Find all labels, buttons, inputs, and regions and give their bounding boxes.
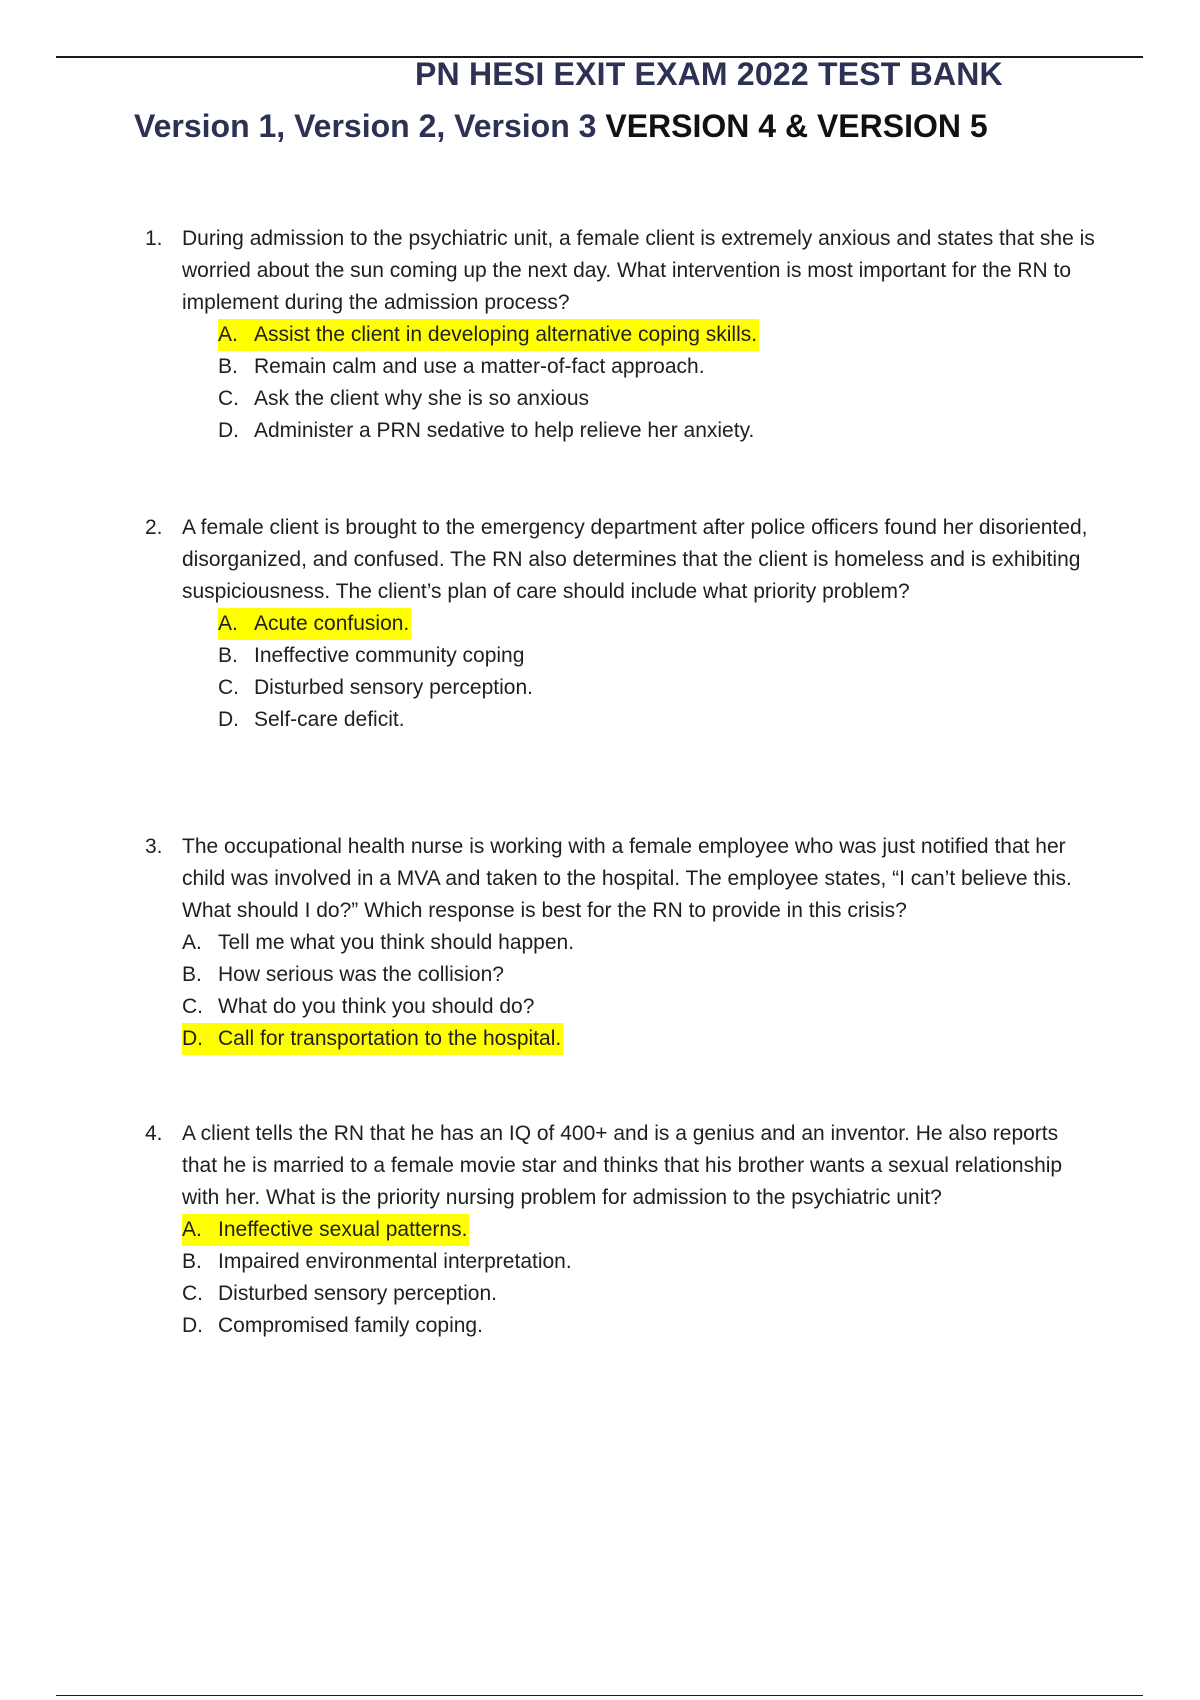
- question-text: During admission to the psychiatric unit, a female client is extremely anxious and states that she is worried about the sun coming up the next day. What intervention is most important for the RN to implement during the admission process?: [182, 227, 1095, 314]
- question-stem: [145, 1118, 1095, 1214]
- answer-highlight: [182, 1214, 469, 1246]
- option-letter: C.: [182, 1282, 203, 1305]
- answer-option-a: [218, 608, 1095, 640]
- answer-option-d: [182, 1023, 1095, 1055]
- option-letter: B.: [218, 644, 238, 667]
- option-letter: D.: [218, 708, 239, 731]
- option-letter: B.: [182, 963, 202, 986]
- question-4: [145, 1118, 1095, 1342]
- option-text: Disturbed sensory perception.: [254, 676, 533, 699]
- question-number: 3.: [145, 835, 163, 858]
- option-letter: A.: [218, 323, 238, 346]
- option-text: Ineffective sexual patterns.: [218, 1218, 468, 1241]
- option-text: Ask the client why she is so anxious: [254, 387, 589, 410]
- answer-option-b: [218, 640, 1095, 672]
- option-text: Administer a PRN sedative to help relieve her anxiety.: [254, 419, 755, 442]
- answer-options: [145, 608, 1095, 736]
- option-letter: D.: [218, 419, 239, 442]
- option-letter: A.: [218, 612, 238, 635]
- option-text: Impaired environmental interpretation.: [218, 1250, 572, 1273]
- answer-option-b: [218, 351, 1095, 383]
- option-text: Call for transportation to the hospital.: [218, 1027, 562, 1050]
- versions-blue-text: Version 1, Version 2, Version 3: [134, 108, 597, 144]
- answer-highlight: [218, 608, 411, 640]
- answer-option-a: [182, 927, 1095, 959]
- answer-option-d: [218, 704, 1095, 736]
- answer-highlight: [218, 319, 759, 351]
- option-text: Assist the client in developing alternative coping skills.: [254, 323, 758, 346]
- answer-options: [145, 319, 1095, 447]
- question-text: A client tells the RN that he has an IQ of 400+ and is a genius and an inventor. He also reports that he is married to a female movie star and thinks that his brother wants a sexual relationship with her. What is the priority nursing problem for admission to the psychiatric unit?: [182, 1122, 1063, 1209]
- question-1: [145, 223, 1095, 447]
- answer-option-d: [218, 415, 1095, 447]
- answer-option-a: [218, 319, 1095, 351]
- option-text: Ineffective community coping: [254, 644, 525, 667]
- option-letter: D.: [182, 1314, 203, 1337]
- answer-option-b: [182, 959, 1095, 991]
- option-letter: A.: [182, 1218, 202, 1241]
- page-title: PN HESI EXIT EXAM 2022 TEST BANK: [415, 56, 1003, 92]
- question-stem: [145, 831, 1095, 927]
- option-text: How serious was the collision?: [218, 963, 504, 986]
- option-text: Self-care deficit.: [254, 708, 405, 731]
- option-letter: B.: [218, 355, 238, 378]
- question-stem: [145, 512, 1095, 608]
- answer-option-b: [182, 1246, 1095, 1278]
- option-letter: C.: [218, 387, 239, 410]
- question-3: [145, 831, 1095, 1055]
- answer-highlight: [182, 1023, 563, 1055]
- answer-option-c: [182, 1278, 1095, 1310]
- option-letter: A.: [182, 931, 202, 954]
- bottom-rule: [56, 1695, 1143, 1696]
- question-number: 4.: [145, 1122, 163, 1145]
- option-text: Tell me what you think should happen.: [218, 931, 575, 954]
- option-letter: C.: [218, 676, 239, 699]
- question-text: A female client is brought to the emergency department after police officers found her disoriented, disorganized, and confused. The RN also determines that the client is homeless and is exhibiting suspiciousness. The client’s plan of care should include what priority problem?: [182, 516, 1088, 603]
- question-stem: [145, 223, 1095, 319]
- question-text: The occupational health nurse is working with a female employee who was just notified that her child was involved in a MVA and taken to the hospital. The employee states, “I can’t believe this. What should I do?” Which response is best for the RN to provide in this crisis?: [182, 835, 1072, 922]
- answer-option-c: [218, 383, 1095, 415]
- option-letter: C.: [182, 995, 203, 1018]
- option-text: Acute confusion.: [254, 612, 410, 635]
- question-number: 1.: [145, 227, 163, 250]
- answer-option-a: [182, 1214, 1095, 1246]
- answer-options: [145, 1214, 1095, 1342]
- question-number: 2.: [145, 516, 163, 539]
- option-text: Disturbed sensory perception.: [218, 1282, 497, 1305]
- option-text: What do you think you should do?: [218, 995, 535, 1018]
- versions-black-text: VERSION 4 & VERSION 5: [605, 108, 988, 144]
- option-text: Compromised family coping.: [218, 1314, 483, 1337]
- question-2: [145, 512, 1095, 736]
- answer-option-d: [182, 1310, 1095, 1342]
- version-subtitle: [134, 108, 988, 145]
- option-letter: D.: [182, 1027, 203, 1050]
- option-letter: B.: [182, 1250, 202, 1273]
- answer-options: [145, 927, 1095, 1055]
- answer-option-c: [182, 991, 1095, 1023]
- answer-option-c: [218, 672, 1095, 704]
- option-text: Remain calm and use a matter-of-fact approach.: [254, 355, 705, 378]
